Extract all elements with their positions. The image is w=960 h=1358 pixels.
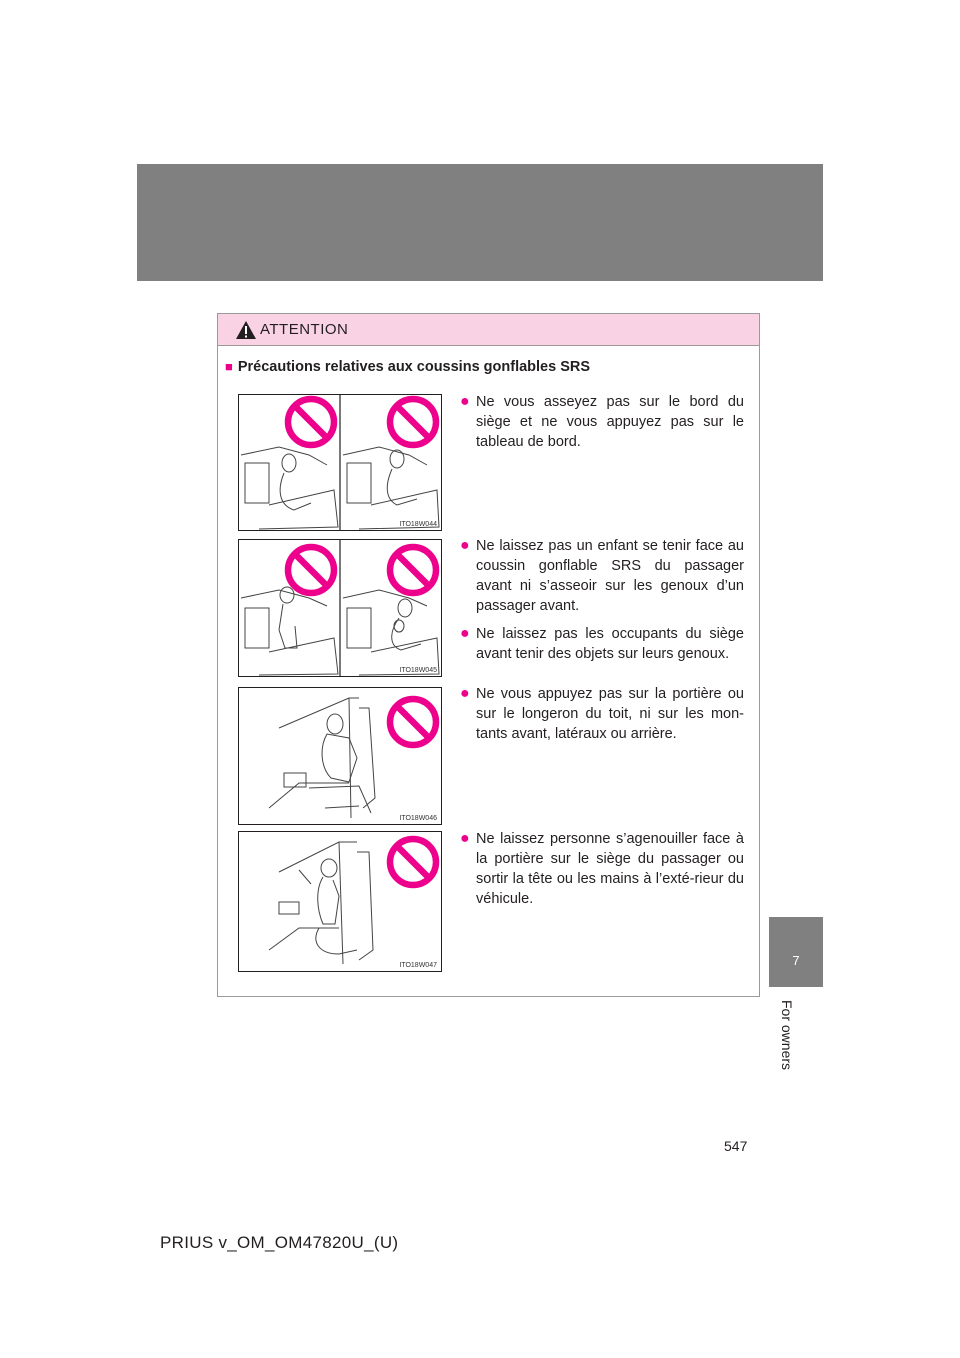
- bullet-dot-icon: ●: [460, 830, 470, 847]
- bullet-dot-icon: ●: [460, 625, 470, 642]
- figure-leaning-dashboard: [238, 394, 442, 531]
- figure-code: ITO18W044: [399, 521, 437, 528]
- bullet-dot-icon: ●: [460, 537, 470, 554]
- figure-leaning-door: [238, 687, 442, 825]
- prohibition-icon: [390, 547, 436, 593]
- bullet-text: Ne laissez pas les occupants du siège avant tenir des objets sur leurs genoux.: [476, 626, 744, 662]
- prohibition-icon: [390, 399, 436, 445]
- bullet-text: Ne vous asseyez pas sur le bord du siège et ne vous appuyez pas sur le tableau de bord.: [476, 394, 744, 450]
- bullet-text: Ne laissez personne s’agenouiller face à la portière sur le siège du passager ou sortir la tête ou les mains à l’exté-rieur du véhicule.: [476, 831, 744, 907]
- figure-code: ITO18W045: [399, 667, 437, 674]
- bullet-text: Ne laissez pas un enfant se tenir face au coussin gonflable SRS du passager avant ni s’asseoir sur les genoux d’un passager avant.: [476, 538, 744, 614]
- section-heading: [225, 359, 590, 375]
- attention-title: ATTENTION: [260, 321, 349, 338]
- chapter-label: [768, 1000, 822, 1110]
- bullet-item: [460, 536, 744, 616]
- bullet-dot-icon: ●: [460, 685, 470, 702]
- chapter-number: 7: [792, 953, 800, 968]
- prohibition-icon: [288, 547, 334, 593]
- prohibition-icon: [390, 699, 436, 745]
- header-band: [137, 164, 823, 281]
- attention-header: [218, 314, 759, 346]
- attention-box: [217, 313, 760, 997]
- prohibition-icon: [288, 399, 334, 445]
- page-number: 547: [724, 1138, 748, 1154]
- footer-document-code: PRIUS v_OM_OM47820U_(U): [160, 1233, 399, 1252]
- figure-code: ITO18W047: [399, 962, 437, 969]
- bullet-item: [460, 829, 744, 909]
- figure-kneeling-door: [238, 831, 442, 972]
- bullet-item: [460, 684, 744, 744]
- warning-triangle-icon: [235, 320, 257, 340]
- chapter-tab: [769, 917, 823, 987]
- bullet-dot-icon: ●: [460, 393, 470, 410]
- bullet-text: Ne vous appuyez pas sur la portière ou sur le longeron du toit, ni sur les mon-tants avant, latéraux ou arrière.: [476, 686, 744, 742]
- prohibition-icon: [390, 839, 436, 885]
- figure-code: ITO18W046: [399, 815, 437, 822]
- figure-child-airbag: [238, 539, 442, 677]
- bullet-item: [460, 624, 744, 664]
- bullet-item: [460, 392, 744, 452]
- square-bullet-icon: ■: [225, 359, 233, 374]
- section-heading-text: Précautions relatives aux coussins gonflables SRS: [237, 359, 591, 375]
- chapter-label-text: For owners: [779, 1000, 795, 1071]
